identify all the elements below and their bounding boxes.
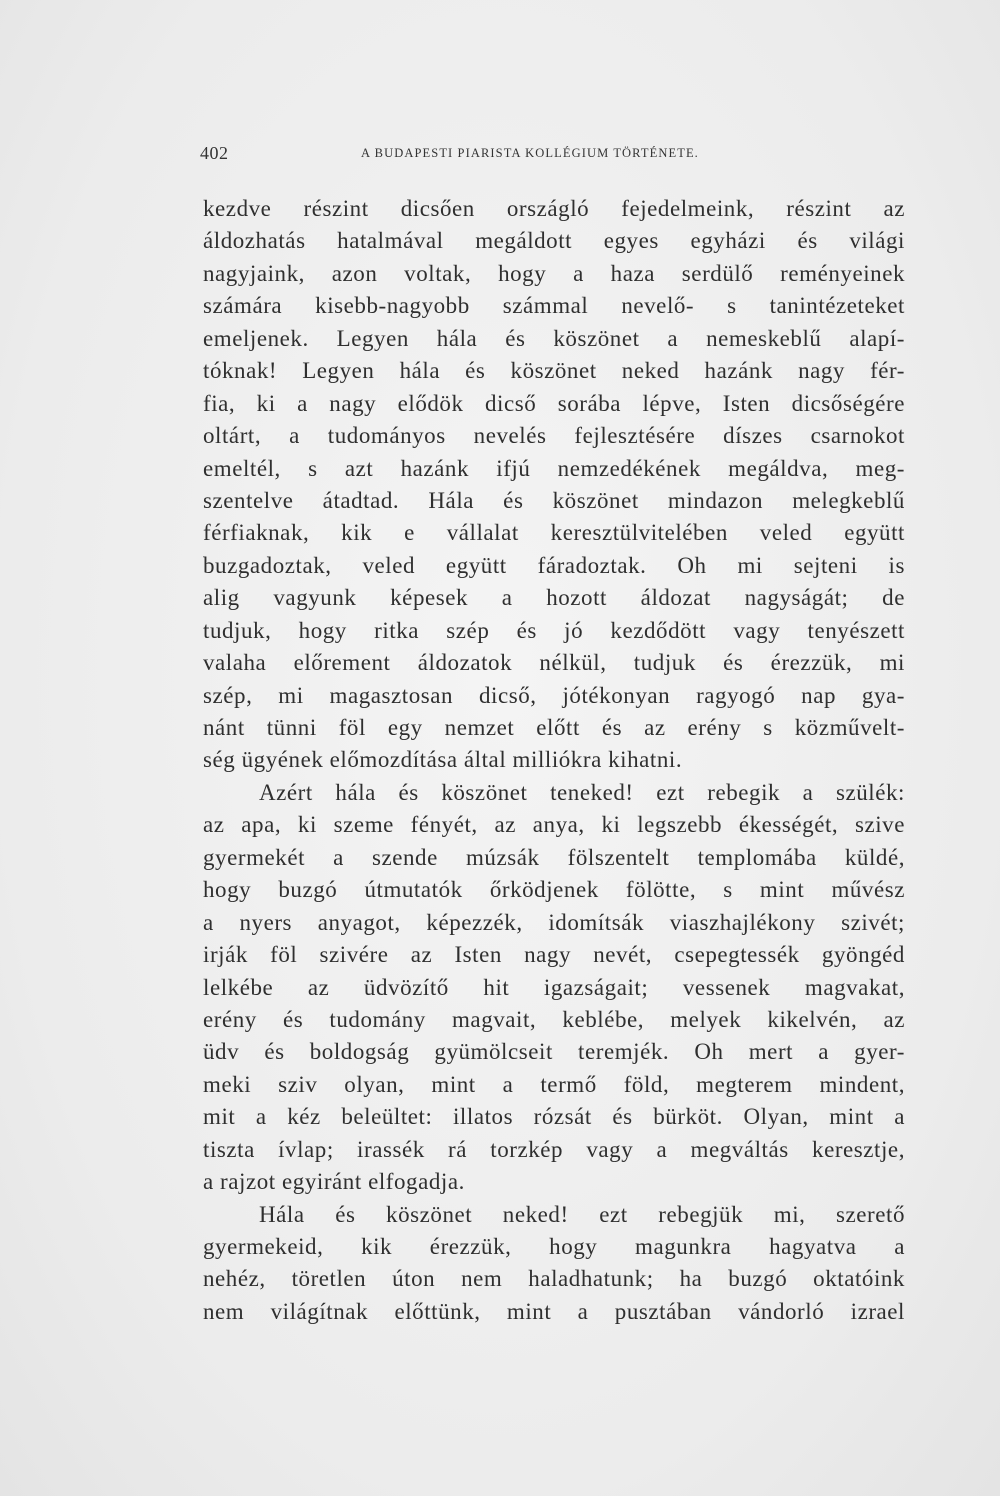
text-line: nagyjaink, azon voltak, hogy a haza serdülő reményeinek [203,260,905,286]
text-line: mit a kéz beleültet: illatos rózsát és bürköt. Olyan, mint a [203,1104,905,1130]
body-text [203,193,905,1328]
text-line: férfiaknak, kik e vállalat keresztülvitelében veled együtt [203,520,905,546]
text-line: nem világítnak előttünk, mint a pusztában vándorló izrael [203,1298,905,1324]
paragraph-end-line: ség ügyének előmozdítása által milliókra kihatni. [203,747,683,773]
text-line: szép, mi magasztosan dicső, jótékonyan ragyogó nap gya- [203,682,905,708]
text-line: emeltél, s azt hazánk ifjú nemzedékének megáldva, meg- [203,455,905,481]
text-line: irják föl szivére az Isten nagy nevét, csepegtessék gyöngéd [203,942,905,968]
text-line: az apa, ki szeme fényét, az anya, ki legszebb ékességét, szive [203,812,905,838]
paragraph-end-line: a rajzot egyiránt elfogadja. [203,1169,465,1195]
page-header [200,143,720,167]
paragraph-start-line: Hála és köszönet neked! ezt rebegjük mi, szerető [259,1201,905,1227]
text-line: szentelve átadtad. Hála és köszönet mindazon melegkeblű [203,487,905,513]
text-line: tudjuk, hogy ritka szép és jó kezdődött vagy tenyészett [203,617,905,643]
text-line: gyermekét a szende múzsák fölszentelt templomába küldé, [203,844,905,870]
text-line: hogy buzgó útmutatók őrködjenek fölötte, s mint művész [203,877,905,903]
text-line: üdv és boldogság gyümölcseit teremjék. Oh mert a gyer- [203,1039,905,1065]
text-line: alig vagyunk képesek a hozott áldozat nagyságát; de [203,585,905,611]
text-line: valaha előrement áldozatok nélkül, tudjuk és érezzük, mi [203,650,905,676]
text-line: tiszta ívlap; irassék rá torzkép vagy a megváltás keresztje, [203,1136,905,1162]
text-line: a nyers anyagot, képezzék, idomítsák viaszhajlékony szivét; [203,909,905,935]
text-line: kezdve részint dicsően országló fejedelmeink, részint az [203,196,905,221]
text-line: meki sziv olyan, mint a termő föld, megterem mindent, [203,1071,905,1097]
text-line: fia, ki a nagy elődök dicső sorába lépve, Isten dicsőségére [203,390,905,416]
text-line: oltárt, a tudományos nevelés fejlesztésére díszes csarnokot [203,423,905,449]
text-line: számára kisebb-nagyobb számmal nevelő- s tanintézeteket [203,293,905,319]
text-line: erény és tudomány magvait, keblébe, melyek kikelvén, az [203,1006,905,1032]
page-number: 402 [200,143,229,163]
text-line: lelkébe az üdvözítő hit igazságait; vessenek magvakat, [203,974,905,1000]
text-line: tóknak! Legyen hála és köszönet neked hazánk nagy fér- [203,358,905,384]
text-line: buzgadoztak, veled együtt fáradoztak. Oh mi sejteni is [203,552,905,578]
text-line: nánt tünni föl egy nemzet előtt és az erény s közművelt- [203,715,905,740]
running-head: A BUDAPESTI PIARISTA KOLLÉGIUM TÖRTÉNETE. [361,146,699,160]
text-line: emeljenek. Legyen hála és köszönet a nemeskeblű alapí- [203,325,905,351]
paragraph-start-line: Azért hála és köszönet teneked! ezt rebegik a szülék: [259,779,905,805]
text-line: áldozhatás hatalmával megáldott egyes egyházi és világi [203,228,905,254]
text-line: nehéz, töretlen úton nem haladhatunk; ha buzgó oktatóink [203,1266,905,1292]
text-line: gyermekeid, kik érezzük, hogy magunkra hagyatva a [203,1234,905,1259]
